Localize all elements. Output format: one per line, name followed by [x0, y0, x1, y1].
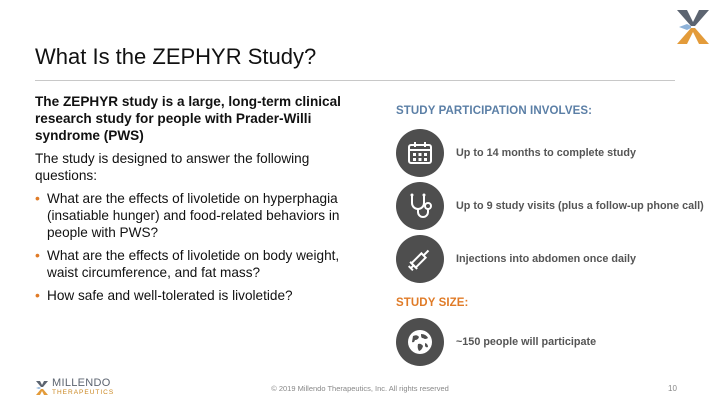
size-item-text: ~150 people will participate [456, 336, 597, 348]
bullet-text: How safe and well-tolerated is livoletide? [47, 288, 293, 303]
participation-item-text: Injections into abdomen once daily [456, 253, 636, 265]
page-title: What Is the ZEPHYR Study? [35, 44, 317, 69]
stethoscope-icon [396, 182, 444, 230]
footer-brand: MILLENDO [52, 377, 111, 389]
participation-item-visits [396, 182, 716, 230]
globe-icon [396, 318, 444, 366]
participation-item-duration [396, 129, 716, 177]
calendar-icon [396, 129, 444, 177]
participation-heading: STUDY PARTICIPATION INVOLVES: [396, 105, 593, 117]
list-item [35, 287, 365, 304]
size-item [396, 318, 716, 366]
footer-copyright: © 2019 Millendo Therapeutics, Inc. All rights reserved [271, 384, 449, 393]
bullet-icon: • [35, 287, 40, 303]
bullet-text: What are the effects of livoletide on hyperphagia (insatiable hunger) and food-related behaviors in people with PWS? [47, 191, 340, 240]
size-heading: STUDY SIZE: [396, 297, 469, 309]
millendo-logo-icon [673, 6, 713, 48]
bullet-text: What are the effects of livoletide on body weight, waist circumference, and fat mass? [47, 248, 340, 280]
page-number: 10 [668, 384, 677, 393]
bullet-icon: • [35, 190, 40, 206]
syringe-icon [396, 235, 444, 283]
title-divider [35, 80, 675, 81]
left-column [35, 93, 365, 310]
right-column [396, 105, 716, 348]
list-item [35, 247, 365, 281]
question-list [35, 190, 365, 304]
bullet-icon: • [35, 247, 40, 263]
list-item [35, 190, 365, 241]
participation-item-injections [396, 235, 716, 283]
participation-item-text: Up to 14 months to complete study [456, 147, 636, 159]
lead-paragraph: The ZEPHYR study is a large, long-term clinical research study for people with Prader-Willi syndrome (PWS) [35, 94, 341, 143]
footer-brand-sub: THERAPEUTICS [52, 389, 115, 396]
intro-paragraph: The study is designed to answer the following questions: [35, 151, 310, 183]
participation-item-text: Up to 9 study visits (plus a follow-up phone call) [456, 200, 704, 212]
